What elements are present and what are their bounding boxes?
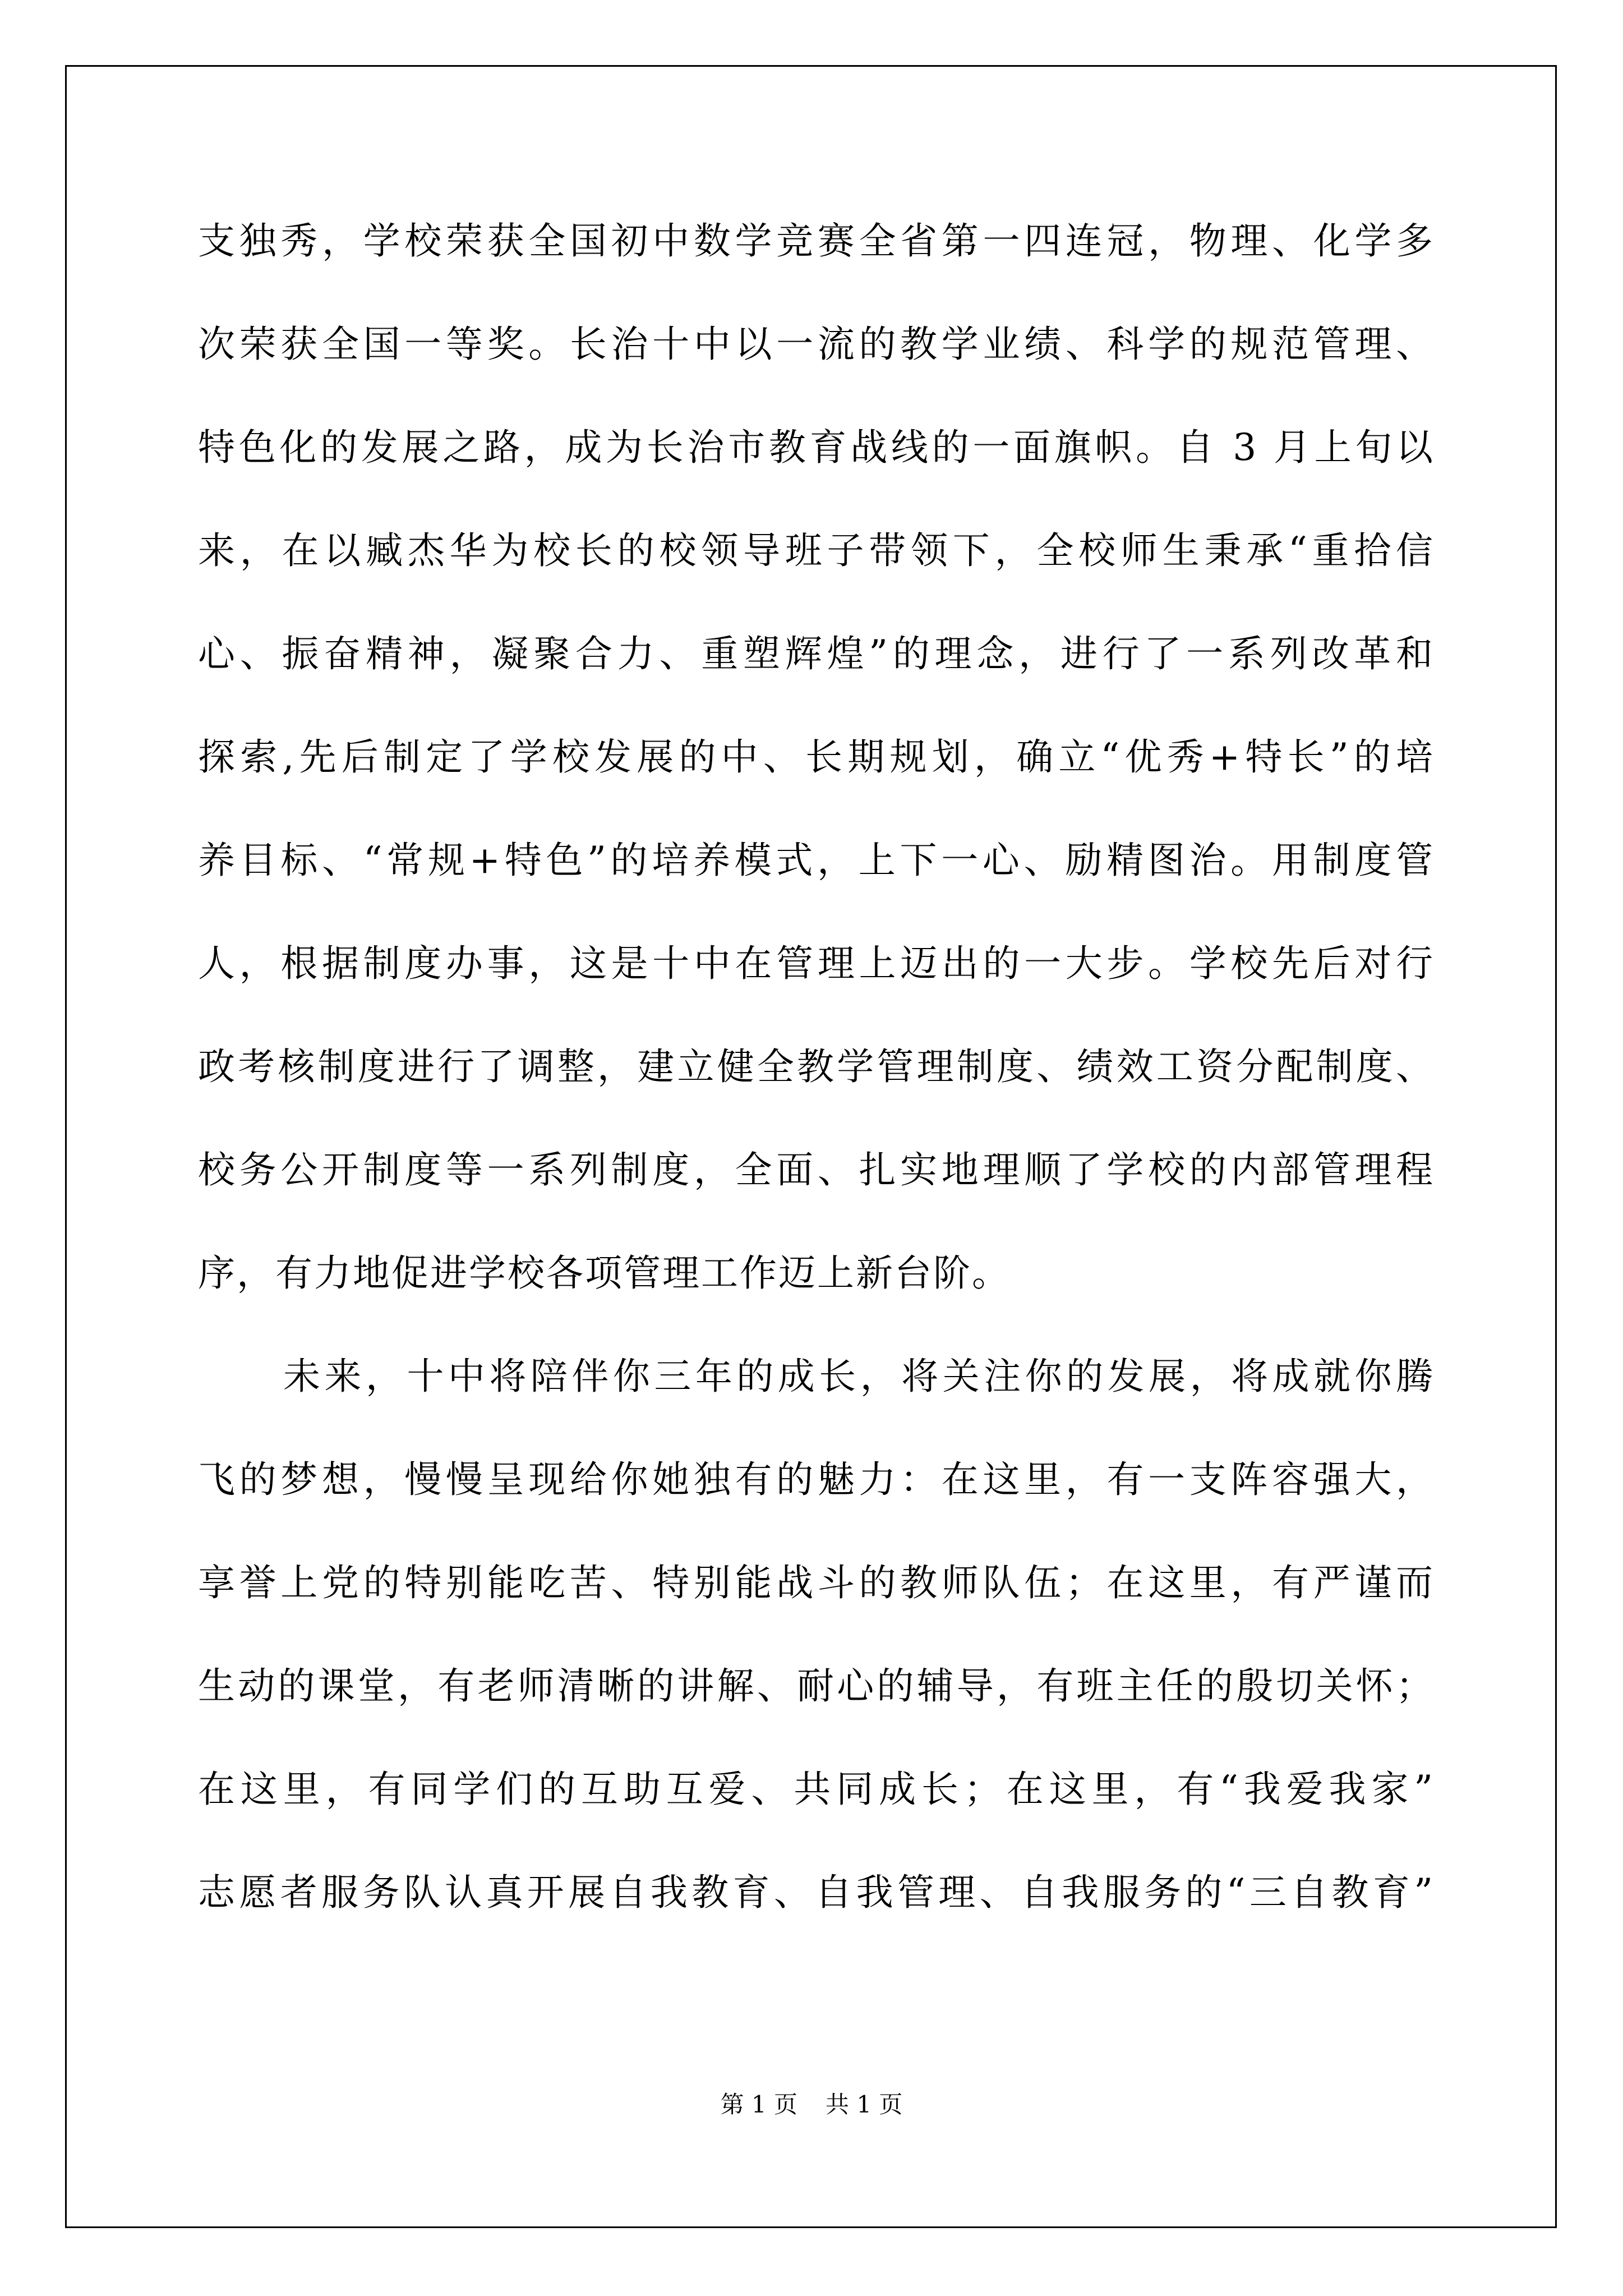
- page-footer: [0, 2088, 1623, 2122]
- page-number: 第 1 页: [720, 2091, 797, 2118]
- text-line: 支独秀，学校荣获全国初中数学竞赛全省第一四连冠，物理、化学多: [198, 219, 1435, 263]
- page-total: 共 1 页: [826, 2091, 903, 2118]
- text-line: 志愿者服务队认真开展自我教育、自我管理、自我服务的“三自教育”: [198, 1871, 1435, 1914]
- text-line: 特色化的发展之路，成为长治市教育战线的一面旗帜。自 3 月上旬以: [198, 426, 1435, 469]
- text-line: 政考核制度进行了调整，建立健全教学管理制度、绩效工资分配制度、: [198, 1045, 1435, 1088]
- text-line: 次荣获全国一等奖。长治十中以一流的教学业绩、科学的规范管理、: [198, 323, 1435, 366]
- text-line: 探索,先后制定了学校发展的中、长期规划，确立“优秀+特长”的培: [198, 735, 1435, 779]
- text-line: 生动的课堂，有老师清晰的讲解、耐心的辅导，有班主任的殷切关怀；: [198, 1664, 1435, 1708]
- text-line: 享誉上党的特别能吃苦、特别能战斗的教师队伍；在这里，有严谨而: [198, 1561, 1435, 1604]
- text-line: 人，根据制度办事，这是十中在管理上迈出的一大步。学校先后对行: [198, 942, 1435, 985]
- document-body: [198, 208, 1435, 1962]
- text-line: 在这里，有同学们的互助互爱、共同成长；在这里，有“我爱我家”: [198, 1768, 1435, 1811]
- text-line: 来，在以臧杰华为校长的校领导班子带领下，全校师生秉承“重拾信: [198, 529, 1435, 572]
- text-line: 心、振奋精神，凝聚合力、重塑辉煌”的理念，进行了一系列改革和: [198, 632, 1435, 675]
- text-line: 序，有力地促进学校各项管理工作迈上新台阶。: [198, 1251, 1011, 1295]
- text-line: 未来，十中将陪伴你三年的成长，将关注你的发展，将成就你腾: [283, 1355, 1435, 1398]
- text-line: 飞的梦想，慢慢呈现给你她独有的魅力：在这里，有一支阵容强大，: [198, 1458, 1435, 1501]
- text-line: 校务公开制度等一系列制度，全面、扎实地理顺了学校的内部管理程: [198, 1148, 1435, 1191]
- text-line: 养目标、“常规+特色”的培养模式，上下一心、励精图治。用制度管: [198, 839, 1435, 882]
